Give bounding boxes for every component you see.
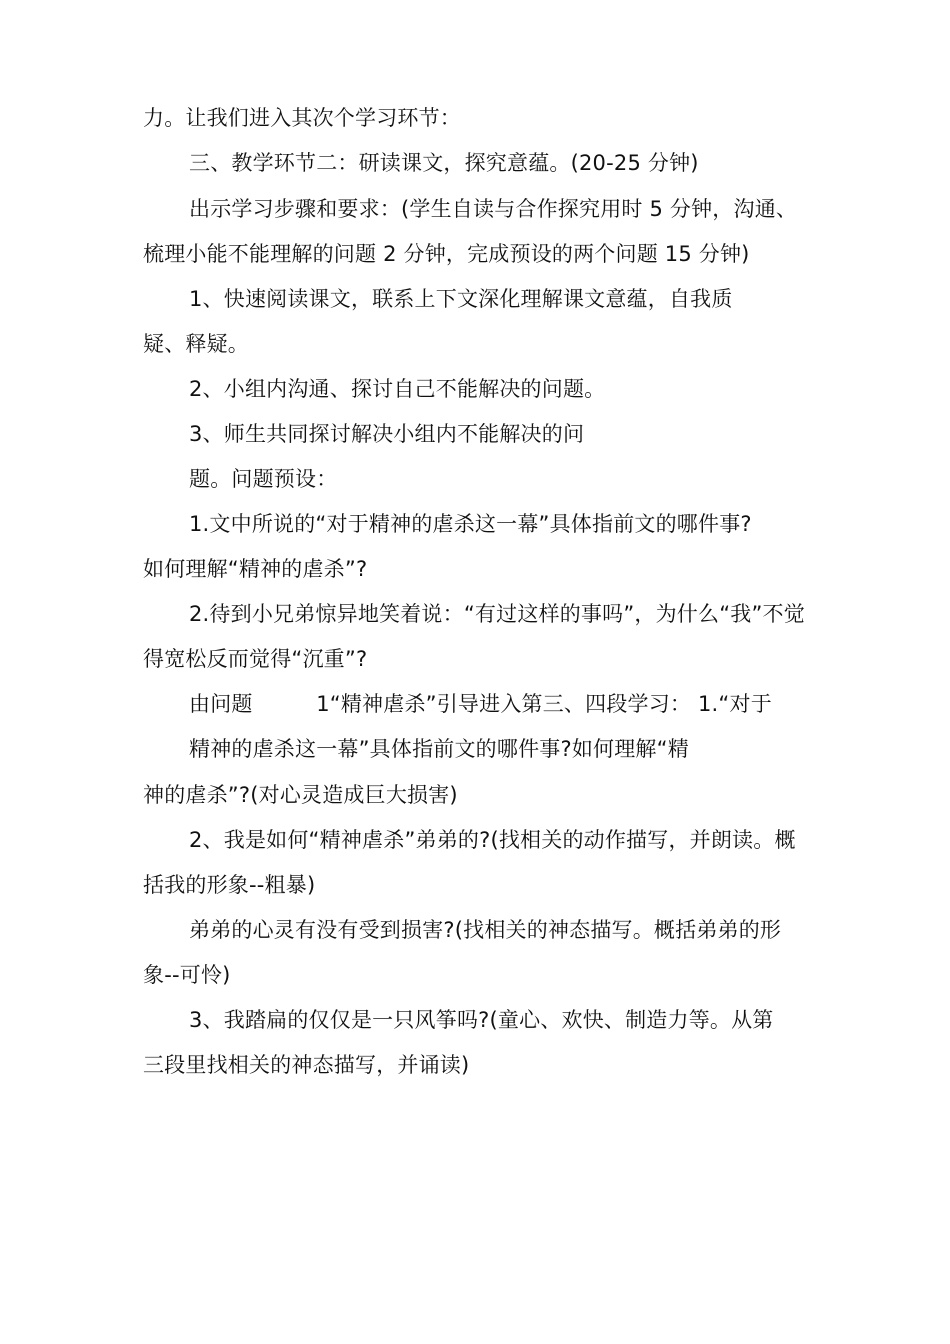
text-line-20: 象--可怜) — [143, 963, 231, 987]
text-line-22: 三段里找相关的神态描写，并诵读) — [143, 1053, 470, 1077]
text-line-15: 精神的虐杀这一幕”具体指前文的哪件事?如何理解“精 — [189, 737, 689, 761]
text-line-21: 3、我踏扁的仅仅是一只风筝吗?(童心、欢快、制造力等。从第 — [189, 1008, 774, 1032]
text-line-17: 2、我是如何“精神虐杀”弟弟的?(找相关的动作描写，并朗读。概 — [189, 828, 796, 852]
text-line-13: 得宽松反而觉得“沉重”? — [143, 647, 368, 671]
text-line-10: 1.文中所说的“对于精神的虐杀这一幕”具体指前文的哪件事? — [189, 512, 752, 536]
text-line-8: 3、师生共同探讨解决小组内不能解决的问 — [189, 422, 585, 446]
text-line-1: 力。让我们进入其次个学习环节： — [143, 106, 461, 130]
text-line-16: 神的虐杀”?(对心灵造成巨大损害) — [143, 783, 458, 807]
text-line-19: 弟弟的心灵有没有受到损害?(找相关的神态描写。概括弟弟的形 — [189, 918, 782, 942]
text-line-7: 2、小组内沟通、探讨自己不能解决的问题。 — [189, 377, 606, 401]
text-line-6: 疑、释疑。 — [143, 332, 249, 356]
text-line-18: 括我的形象--粗暴) — [143, 873, 316, 897]
text-line-11: 如何理解“精神的虐杀”? — [143, 557, 368, 581]
text-line-12: 2.待到小兄弟惊异地笑着说：“有过这样的事吗”，为什么“我”不觉 — [189, 602, 805, 626]
text-line-3: 出示学习步骤和要求：(学生自读与合作探究用时 5 分钟，沟通、 — [189, 197, 798, 221]
text-line-5: 1、快速阅读课文，联系上下文深化理解课文意蕴，自我质 — [189, 287, 733, 311]
text-line-2: 三、教学环节二：研读课文，探究意蕴。(20-25 分钟) — [189, 151, 699, 175]
text-line-14: 由问题 1“精神虐杀”引导进入第三、四段学习： 1.“对于 — [189, 692, 772, 716]
text-line-9: 题。问题预设： — [189, 467, 338, 491]
text-line-4: 梳理小能不能理解的问题 2 分钟，完成预设的两个问题 15 分钟) — [143, 242, 750, 266]
